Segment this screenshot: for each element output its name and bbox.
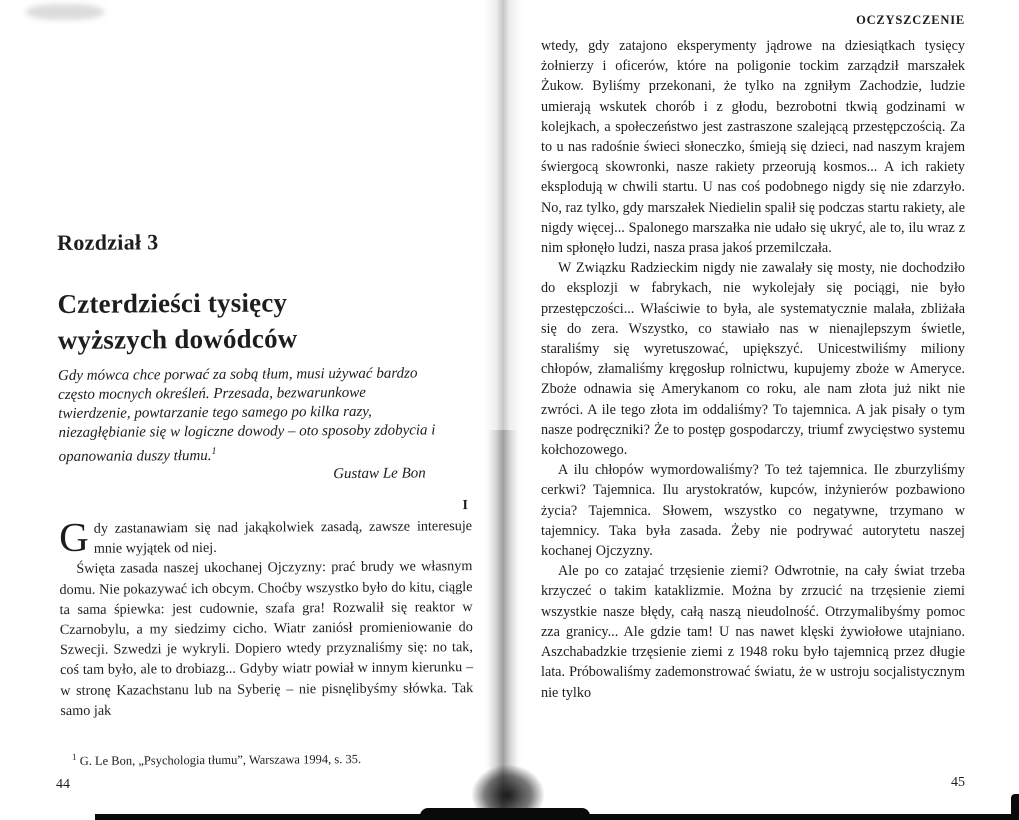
book-gutter-shadow-lower bbox=[488, 430, 518, 820]
body-paragraph: Święta zasada naszej ukochanej Ojczyzny: prać brudy we własnym domu. Nie pokazywać ich obcym. Choćby wszystko było do kitu, ciągle ta sama śpiewka: jest cudownie, szafa gra! Rozwalił się reaktor w Czarnobylu, a my siedzimy cicho. Wiatr zaniósł promieniowanie do Szwecji. Szwedzi je wykryli. Dopiero wtedy przyznaliśmy się: no tak, coś tam było, ale to drobiazg... Gdyby wiatr powiał w innym kierunku – w stronę Kazachstanu lub na Syberię – nie pisnęlibyśmy słówka. Tak samo jak bbox=[59, 558, 474, 719]
footnote-mark: 1 bbox=[71, 751, 77, 762]
drop-cap: G bbox=[58, 513, 89, 560]
left-page bbox=[57, 227, 473, 721]
epigraph-text: Gdy mówca chce porwać za sobą tłum, musi używać bardzo często mocnych określeń. Przesada, bezwarunkowe twierdzenie, powtarzanie tego samego po kilka razy, niezagłębianie się w logiczne dowody – oto sposoby zdobycia i opanowania duszy tłumu. bbox=[57, 365, 436, 465]
scan-smudge bbox=[26, 4, 104, 20]
opening-paragraph bbox=[58, 513, 473, 560]
chapter-title-line1: Czterdzieści tysięcy bbox=[57, 287, 288, 319]
right-page bbox=[541, 36, 965, 703]
body-paragraph-continuation: wtedy, gdy zatajono eksperymenty jądrowe na dziesiątkach tysięcy żołnierzy i oficerów, które na poligonie tockim zarządził marszałek Żukow. Byliśmy przekonani, że tylko na zgniłym Zachodzie, ludzie umierają wskutek chorób i z głodu, bezrobotni tkwią godzinami w kolejkach, a społeczeństwo jest zastraszone szalejącą przestępczością. Za to u nas radośnie świeci słoneczko, śmieją się dzieci, nad naszym krajem świergocą skowronki, nasze rakiety przeorują kosmos... A ich rakiety eksplodują w chwili startu. U nas coś podobnego nigdy się nie zdarzyło. No, raz tylko, gdy marszałek Niedielin spalił się podczas startu rakiety, ale nigdy więcej... Spalonego marszałka nie udało się ukryć, ale to, ilu wraz z nim spłonęło ludzi, nasza prasa jakoś przemilczała. bbox=[541, 38, 965, 257]
opening-paragraph-text: dy zastanawiam się nad jakąkolwiek zasadą, zawsze interesuje mnie wyjątek od niej. bbox=[93, 518, 473, 557]
epigraph bbox=[58, 364, 437, 467]
section-numeral: I bbox=[462, 498, 468, 514]
chapter-title bbox=[57, 283, 470, 358]
chapter-title-line2: wyższych dowódców bbox=[57, 323, 298, 355]
body-paragraph: W Związku Radzieckim nigdy nie zawalały się mosty, nie dochodziło do eksplozji w fabrykach, nie wykolejały się pociągi, nie było przestępczości... Właściwie to była, ale systematycznie malała, zbliżała się do zera. Wszystko, co stawiało nas w nienajlepszym świetle, staraliśmy się wyretuszować, upiększyć. Unicestwiliśmy miliony chłopów, złamaliśmy kręgosłup rolnictwu, kupujemy zboże w Ameryce. Zboże odnawia się Amerykanom co roku, ale nam złota już nikt nie zwróci. A ile tego złota im oddaliśmy? To tajemnica. A jak pisały o tym nasze podręczniki? Że to postęp gospodarczy, triumf zwycięstwo systemu kołchozowego. bbox=[541, 260, 965, 459]
footnote-reference: 1 bbox=[211, 445, 217, 457]
body-paragraph: A ilu chłopów wymordowaliśmy? To też tajemnica. Ile zburzyliśmy cerkwi? Tajemnica. Ilu arystokratów, kupców, inżynierów pozbawiono życia? Tajemnica. Słowem, wszystko co negatywne, trzymano w tajemnicy. Taka była zasada. Żeby nie podrywać autorytetu naszej kochanej Ojczyzny. bbox=[541, 462, 965, 560]
chapter-number-heading: Rozdział 3 bbox=[57, 229, 159, 255]
page-number-left: 44 bbox=[56, 777, 70, 792]
scan-bottom-edge-blob bbox=[420, 808, 590, 820]
running-header: OCZYSZCZENIE bbox=[856, 13, 965, 27]
footnote bbox=[57, 749, 470, 769]
footnote-text: G. Le Bon, „Psychologia tłumu”, Warszawa 1994, s. 35. bbox=[79, 752, 362, 768]
page-number-right: 45 bbox=[951, 775, 965, 790]
epigraph-author: Gustaw Le Bon bbox=[333, 465, 426, 483]
scan-bottom-right-edge bbox=[1011, 794, 1019, 820]
body-paragraph: Ale po co zatajać trzęsienie ziemi? Odwrotnie, na cały świat trzeba krzyczeć o takim kataklizmie. Można by zrzucić na trzęsienie ziemi wszystkie nasze błędy, całą naszą nieudolność. Otrzymalibyśmy pomoc zza granicy... Ale gdzie tam! U nas nawet klęski żywiołowe utajniano. Aszchabadzkie trzęsienie ziemi z 1948 roku było tajemnicą przez długie lata. Próbowaliśmy zademonstrować światu, że w ustroju socjalistycznym nie tylko bbox=[541, 563, 965, 701]
